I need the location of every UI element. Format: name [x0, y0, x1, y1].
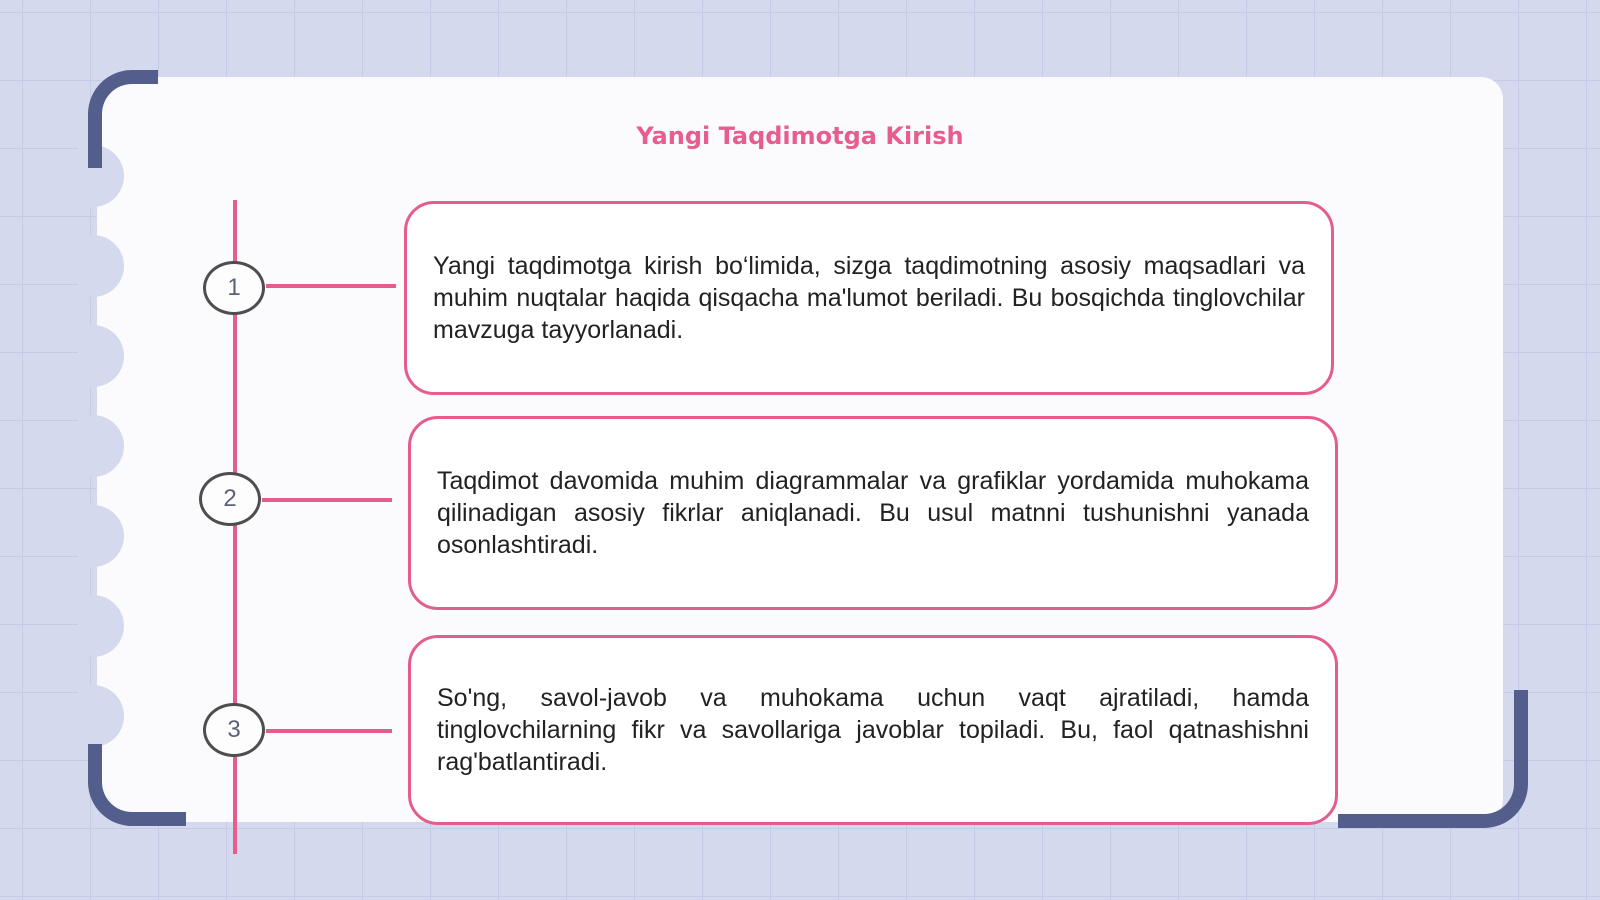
step-2-text: Taqdimot davomida muhim diagrammalar va grafiklar yordamida muhokama qilinadigan asosiy fikrlar aniqlanadi. Bu usul matnni tushunishni yanada osonlashtiradi.: [437, 467, 1309, 559]
step-3-card: [408, 635, 1338, 825]
step-3-text: So'ng, savol-javob va muhokama uchun vaqt ajratiladi, hamda tinglovchilarning fikr va savollariga javoblar topiladi. Bu, faol qatnashishni rag'batlantiradi.: [437, 684, 1309, 776]
step-2-card: [408, 416, 1338, 610]
step-1-connector: [266, 284, 396, 288]
step-2-connector: [262, 498, 392, 502]
step-1-text: Yangi taqdimotga kirish bo‘limida, sizga taqdimotning asosiy maqsadlari va muhim nuqtalar haqida qisqacha ma'lumot beriladi. Bu bosqichda tinglovchilar mavzuga tayyorlanadi.: [433, 252, 1305, 344]
slide-title: Yangi Taqdimotga Kirish: [636, 122, 964, 150]
step-1-card: [404, 201, 1334, 395]
step-2-number-badge: 2: [199, 472, 261, 526]
corner-bracket-top-left: [88, 70, 158, 168]
corner-bracket-bottom-left: [88, 744, 186, 826]
corner-bracket-bottom-right: [1338, 690, 1528, 828]
step-3-connector: [266, 729, 392, 733]
step-1-number-badge: 1: [203, 261, 265, 315]
step-3-number-badge: 3: [203, 703, 265, 757]
